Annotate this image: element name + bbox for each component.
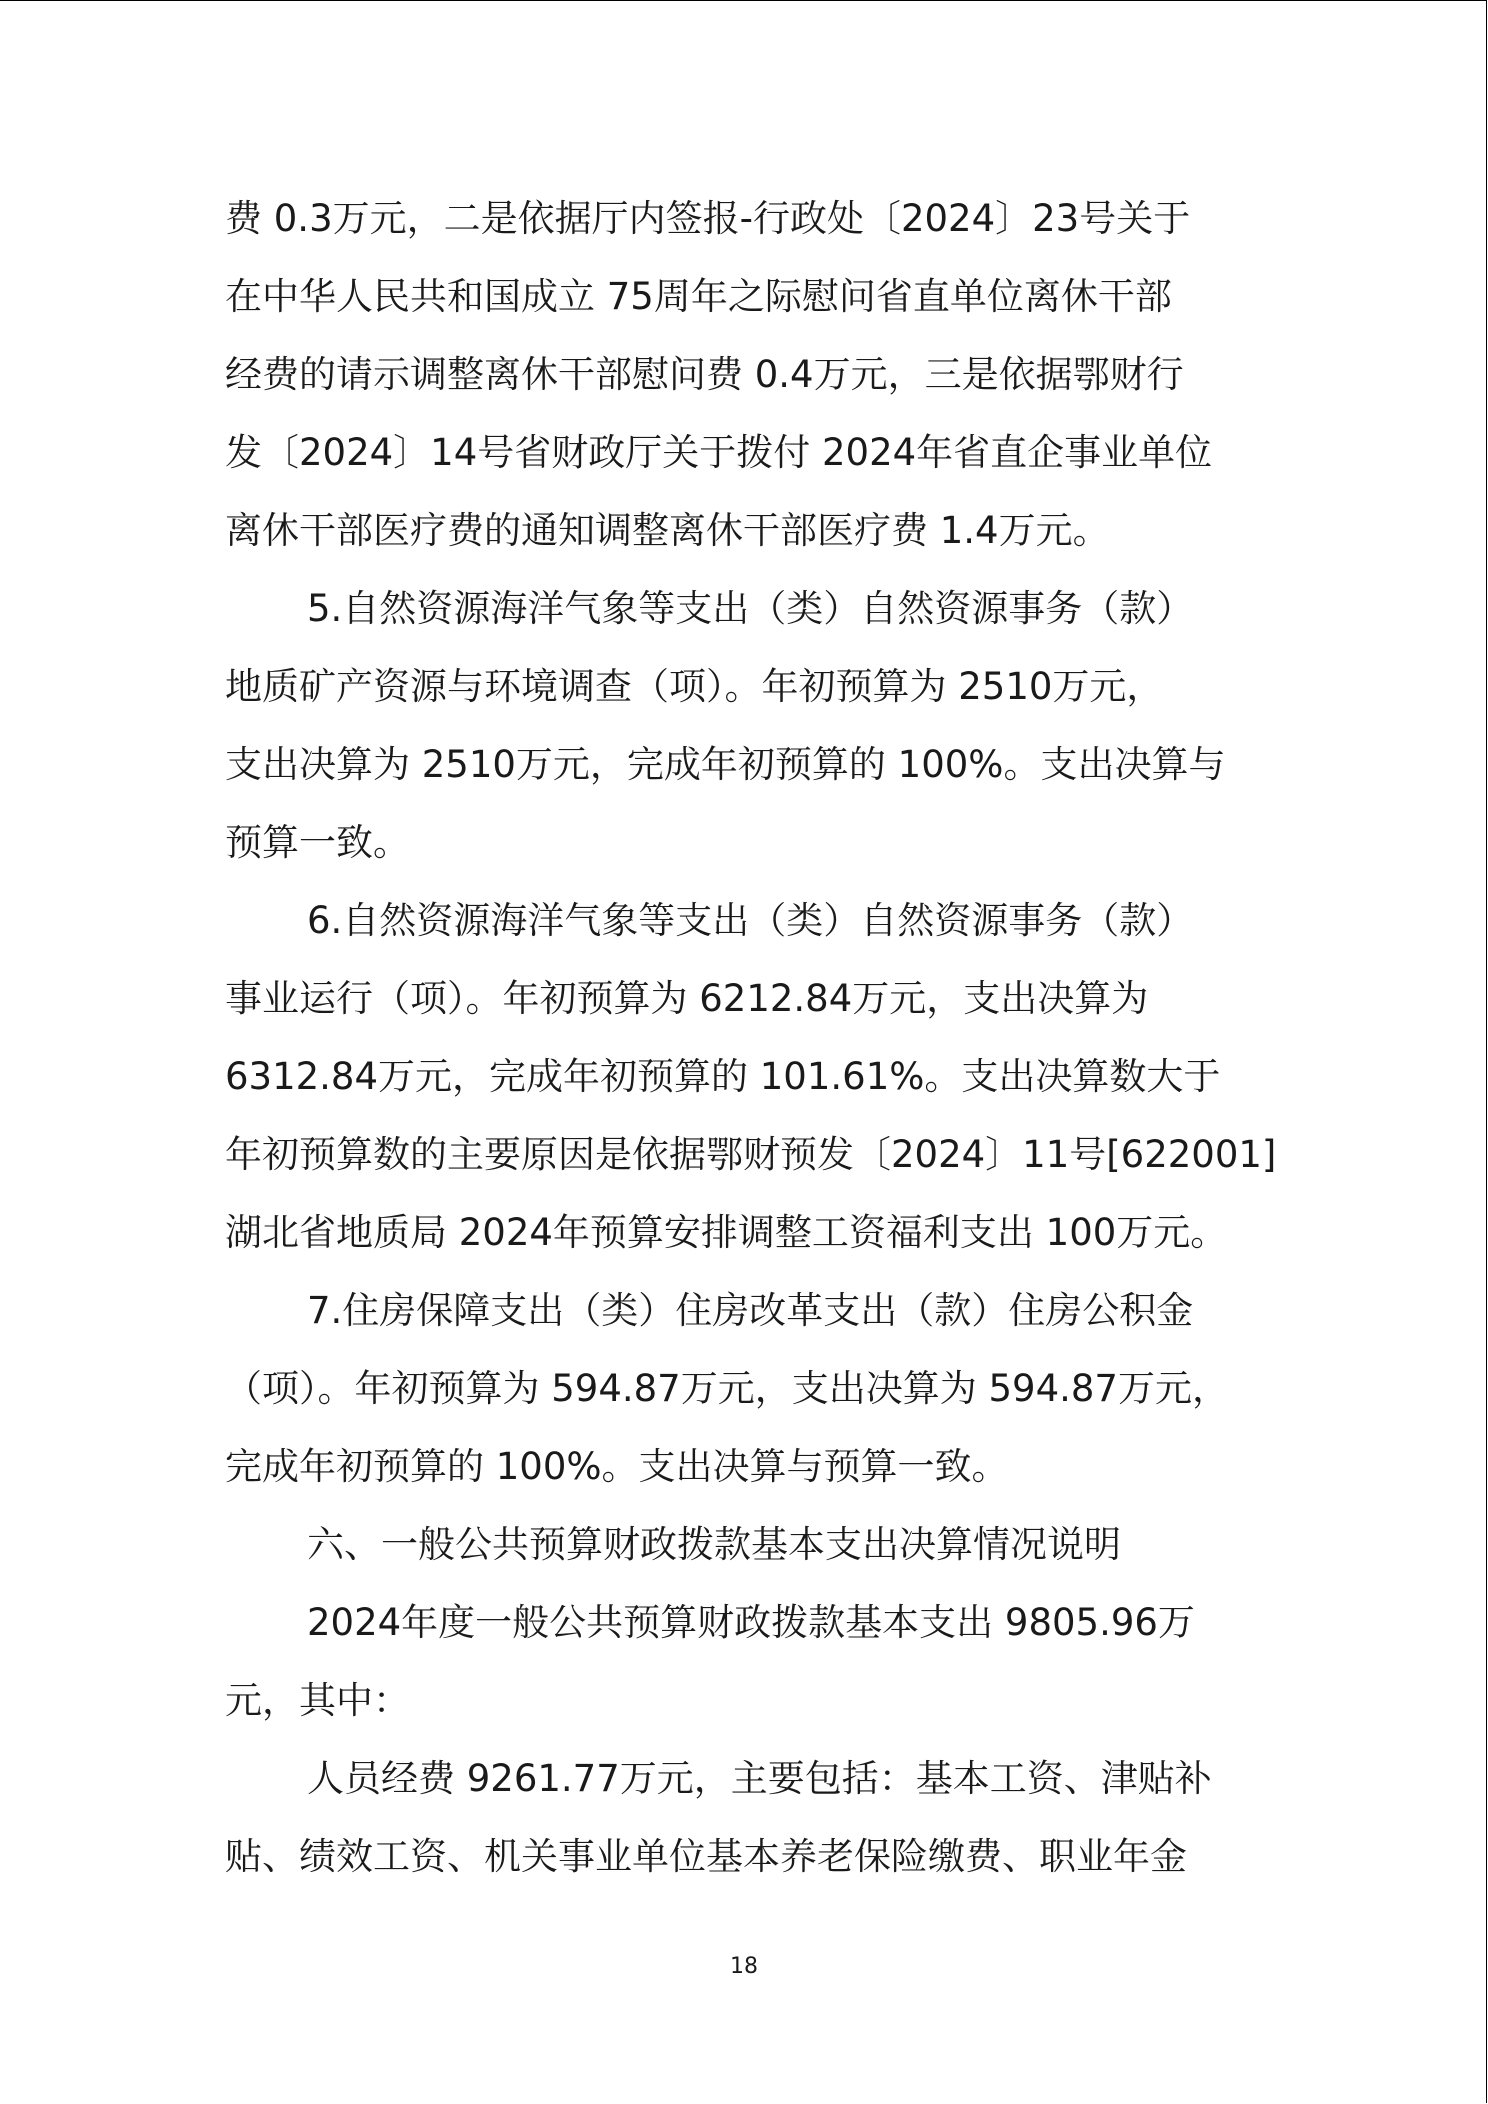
paragraph-start-5: 5.自然资源海洋气象等支出（类）自然资源事务（款） — [307, 587, 1194, 630]
text-line: 年初预算数的主要原因是依据鄂财预发〔2024〕11号[622001] — [225, 1133, 1277, 1176]
text-line: 元，其中： — [225, 1679, 410, 1722]
paragraph-start-basic-expenditure: 2024年度一般公共预算财政拨款基本支出 9805.96万 — [307, 1601, 1195, 1644]
document-body — [225, 180, 1285, 1896]
paragraph-start-6: 6.自然资源海洋气象等支出（类）自然资源事务（款） — [307, 899, 1194, 942]
text-line: 离休干部医疗费的通知调整离休干部医疗费 1.4万元。 — [225, 509, 1110, 552]
text-line: 完成年初预算的 100%。支出决算与预算一致。 — [225, 1445, 1009, 1488]
paragraph-start-7: 7.住房保障支出（类）住房改革支出（款）住房公积金 — [307, 1289, 1194, 1332]
text-line: 费 0.3万元，二是依据厅内签报-行政处〔2024〕23号关于 — [225, 197, 1191, 240]
paragraph-start-personnel: 人员经费 9261.77万元，主要包括：基本工资、津贴补 — [307, 1757, 1212, 1800]
text-line: 经费的请示调整离休干部慰问费 0.4万元，三是依据鄂财行 — [225, 353, 1184, 396]
text-line: （项）。年初预算为 594.87万元，支出决算为 594.87万元， — [225, 1367, 1229, 1410]
text-line: 发〔2024〕14号省财政厅关于拨付 2024年省直企事业单位 — [225, 431, 1213, 474]
text-line: 地质矿产资源与环境调查（项）。年初预算为 2510万元， — [225, 665, 1164, 708]
text-line: 事业运行（项）。年初预算为 6212.84万元，支出决算为 — [225, 977, 1149, 1020]
text-line: 6312.84万元，完成年初预算的 101.61%。支出决算数大于 — [225, 1055, 1221, 1098]
text-line: 在中华人民共和国成立 75周年之际慰问省直单位离休干部 — [225, 275, 1172, 318]
text-line: 预算一致。 — [225, 821, 410, 864]
page-number: 18 — [730, 1954, 758, 1979]
section-heading: 六、一般公共预算财政拨款基本支出决算情况说明 — [307, 1523, 1121, 1566]
text-line: 湖北省地质局 2024年预算安排调整工资福利支出 100万元。 — [225, 1211, 1228, 1254]
text-line: 支出决算为 2510万元，完成年初预算的 100%。支出决算与 — [225, 743, 1226, 786]
text-line: 贴、绩效工资、机关事业单位基本养老保险缴费、职业年金 — [225, 1835, 1187, 1878]
